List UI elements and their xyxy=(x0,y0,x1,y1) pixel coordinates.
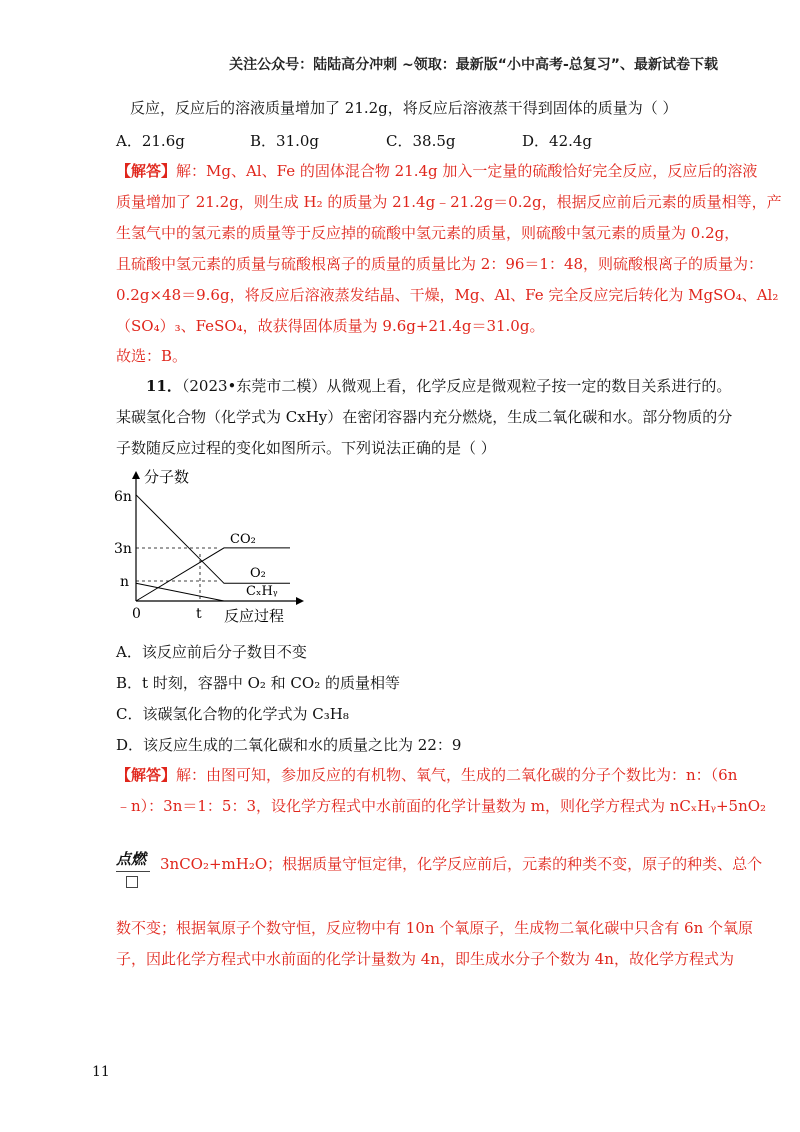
q11-equation-tail: 3nCO₂+mH₂O；根据质量守恒定律，化学反应前后，元素的种类不变，原子的种类、总个 xyxy=(160,855,763,873)
q11-option-a: A．该反应前后分子数目不变 xyxy=(116,643,307,661)
molecule-count-chart xyxy=(108,468,308,628)
q11-option-b: B．t 时刻，容器中 O₂ 和 CO₂ 的质量相等 xyxy=(116,674,400,692)
q10-answer-line-2: 质量增加了 21.2g，则生成 H₂ 的质量为 21.4g﹣21.2g＝0.2g，根据反应前后元素的质量相等，产 xyxy=(116,193,782,211)
series-label-co2: CO₂ xyxy=(230,532,256,547)
q11-stem-line-2: 某碳氢化合物（化学式为 CxHy）在密闭容器内充分燃烧，生成二氧化碳和水。部分物质的分 xyxy=(116,408,733,426)
y-tick-n: n xyxy=(120,574,130,590)
q10-answer-line-3: 生氢气中的氢元素的质量等于反应掉的硫酸中氢元素的质量，则硫酸中氢元素的质量为 0.2g， xyxy=(116,224,740,242)
q10-answer-line-5: 0.2g×48＝9.6g，将反应后溶液蒸发结晶、干燥，Mg、Al、Fe 完全反应完后转化为 MgSO₄、Al₂ xyxy=(116,286,779,304)
q10-answer-line-4: 且硫酸中氢元素的质量与硫酸根离子的质量的质量比为 2：96＝1：48，则硫酸根离子的质量为： xyxy=(116,255,764,273)
condition-ignite: 点燃 xyxy=(116,850,147,868)
condition-underline xyxy=(116,871,150,872)
q11-stem-line-1: 11．（2023•东莞市二模）从微观上看，化学反应是微观粒子按一定的数目关系进行的。 xyxy=(146,377,732,395)
x-axis-arrow xyxy=(296,597,304,605)
q11-option-c: C．该碳氢化合物的化学式为 C₃H₈ xyxy=(116,705,349,723)
checkbox-icon xyxy=(126,876,138,888)
q11-answer-line-3: 数不变；根据氧原子个数守恒，反应物中有 10n 个氧原子，生成物二氧化碳中只含有 6n 个氧原 xyxy=(116,919,754,937)
series-o2-line xyxy=(136,495,290,584)
series-label-cxhy: CₓHᵧ xyxy=(246,584,278,599)
q11-answer-line-2: ﹣n）：3n＝1：5：3，设化学方程式中水前面的化学计量数为 m，则化学方程式为 nCₓHᵧ+5nO₂ xyxy=(116,797,767,815)
y-axis-arrow xyxy=(132,471,140,479)
y-axis-label: 分子数 xyxy=(144,468,190,486)
x-tick-t: t xyxy=(196,606,202,622)
q10-option-b: B．31.0g xyxy=(250,132,320,150)
q10-option-c: C．38.5g xyxy=(386,132,456,150)
q10-answer-line-1: 【解答】解：Mg、Al、Fe 的固体混合物 21.4g 加入一定量的硫酸恰好完全反应，反应后的溶液 xyxy=(116,162,758,180)
q11-number: 11． xyxy=(146,377,182,395)
page-number: 11 xyxy=(92,1064,110,1080)
q10-stem-tail: 反应，反应后的溶液质量增加了 21.2g，将反应后溶液蒸干得到固体的质量为（ ） xyxy=(130,99,678,117)
y-tick-3n: 3n xyxy=(114,541,132,557)
y-tick-6n: 6n xyxy=(114,489,132,505)
q11-source: （2023•东莞市二模） xyxy=(181,377,327,395)
q10-conclusion: 故选：B。 xyxy=(116,347,188,365)
x-tick-0: 0 xyxy=(132,606,141,622)
q11-option-d: D．该反应生成的二氧化碳和水的质量之比为 22：9 xyxy=(116,736,462,754)
q10-answer-line-6: （SO₄）₃、FeSO₄，故获得固体质量为 9.6g+21.4g＝31.0g。 xyxy=(116,317,545,335)
q10-option-d: D．42.4g xyxy=(522,132,593,150)
series-label-o2: O₂ xyxy=(250,566,266,581)
q11-answer-line-4: 子，因此化学方程式中水前面的化学计量数为 4n，即生成水分子个数为 4n，故化学方程式为 xyxy=(116,950,734,968)
x-axis-label: 反应过程 xyxy=(224,607,285,625)
q10-option-a: A．21.6g xyxy=(116,132,185,150)
q11-answer-label: 【解答】 xyxy=(116,766,177,784)
q11-stem-line-3: 子数随反应过程的变化如图所示。下列说法正确的是（ ） xyxy=(116,439,496,457)
page-header: 关注公众号：陆陆高分冲刺 ~领取：最新版“小中高考-总复习”、最新试卷下载 xyxy=(229,57,718,73)
q10-answer-label: 【解答】 xyxy=(116,162,177,180)
q11-answer-line-1: 【解答】解：由图可知，参加反应的有机物、氧气，生成的二氧化碳的分子个数比为：n：（6n xyxy=(116,766,738,784)
